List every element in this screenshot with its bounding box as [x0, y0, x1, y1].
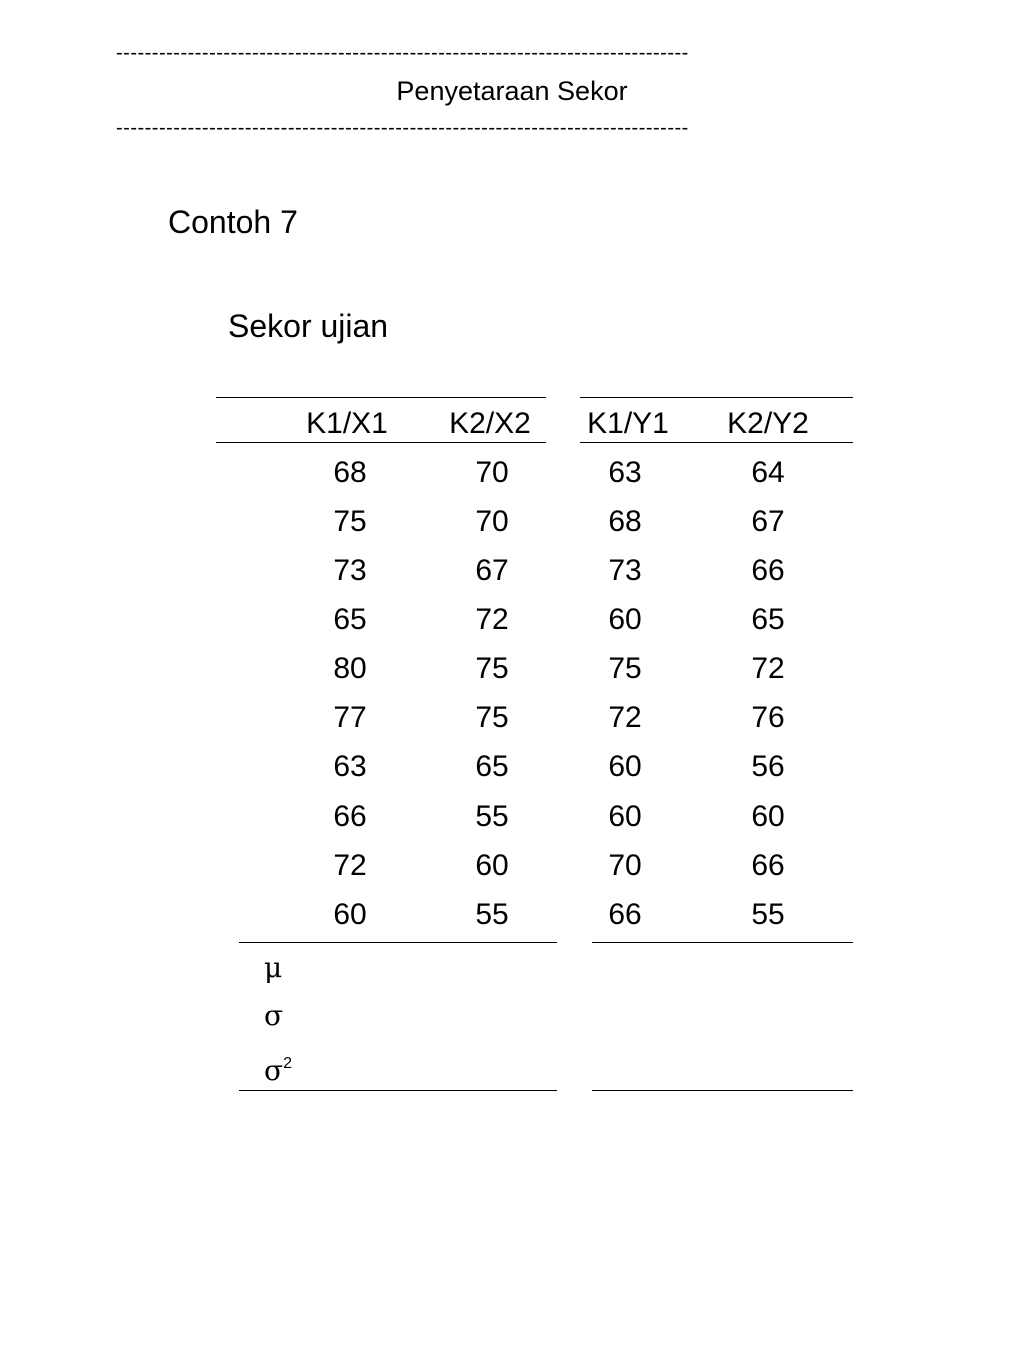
table-cell: 70 — [608, 849, 642, 882]
table-cell: 68 — [333, 456, 367, 489]
table-cell: 70 — [475, 505, 509, 538]
column-header: K2/Y2 — [727, 407, 809, 440]
header-rule-top: -------------------------------------------------------------------------------- — [116, 42, 689, 64]
table-cell: 75 — [475, 652, 509, 685]
table-cell: 72 — [751, 652, 785, 685]
table-cell: 66 — [751, 849, 785, 882]
table-cell: 67 — [475, 554, 509, 587]
variance-symbol: σ — [264, 1054, 284, 1087]
std-dev-label: σ — [264, 999, 284, 1032]
mean-label: μ — [264, 951, 283, 984]
table-cell: 55 — [751, 898, 785, 931]
table-cell: 55 — [475, 800, 509, 833]
table-rule-data-right — [592, 942, 853, 943]
table-cell: 60 — [751, 800, 785, 833]
table-cell: 65 — [475, 750, 509, 783]
table-cell: 72 — [608, 701, 642, 734]
table-cell: 60 — [608, 750, 642, 783]
table-cell: 65 — [333, 603, 367, 636]
table-cell: 73 — [608, 554, 642, 587]
table-rule-data-left — [239, 942, 557, 943]
table-cell: 77 — [333, 701, 367, 734]
table-rule-bottom-right — [592, 1090, 853, 1091]
column-header: K1/Y1 — [587, 407, 669, 440]
table-cell: 60 — [608, 603, 642, 636]
table-cell: 63 — [333, 750, 367, 783]
table-cell: 60 — [475, 849, 509, 882]
table-cell: 72 — [475, 603, 509, 636]
table-cell: 80 — [333, 652, 367, 685]
table-cell: 76 — [751, 701, 785, 734]
table-cell: 64 — [751, 456, 785, 489]
example-heading: Contoh 7 — [168, 204, 298, 240]
table-cell: 75 — [475, 701, 509, 734]
table-cell: 66 — [333, 800, 367, 833]
table-rule-top-right — [580, 397, 853, 398]
table-caption: Sekor ujian — [228, 308, 389, 344]
table-cell: 67 — [751, 505, 785, 538]
table-rule-top-left — [216, 397, 546, 398]
table-cell: 72 — [333, 849, 367, 882]
header-title: Penyetaraan Sekor — [396, 76, 628, 106]
table-cell: 66 — [608, 898, 642, 931]
table-cell: 68 — [608, 505, 642, 538]
variance-exponent: 2 — [283, 1055, 293, 1072]
table-cell: 66 — [751, 554, 785, 587]
table-cell: 65 — [751, 603, 785, 636]
table-cell: 75 — [608, 652, 642, 685]
table-cell: 56 — [751, 750, 785, 783]
table-cell: 55 — [475, 898, 509, 931]
column-header: K2/X2 — [449, 407, 531, 440]
header-rule-bottom: -------------------------------------------------------------------------------- — [116, 117, 689, 139]
table-cell: 60 — [333, 898, 367, 931]
table-cell: 70 — [475, 456, 509, 489]
table-cell: 60 — [608, 800, 642, 833]
table-cell: 63 — [608, 456, 642, 489]
table-cell: 75 — [333, 505, 367, 538]
table-cell: 73 — [333, 554, 367, 587]
column-header: K1/X1 — [306, 407, 388, 440]
variance-label — [264, 1044, 292, 1091]
